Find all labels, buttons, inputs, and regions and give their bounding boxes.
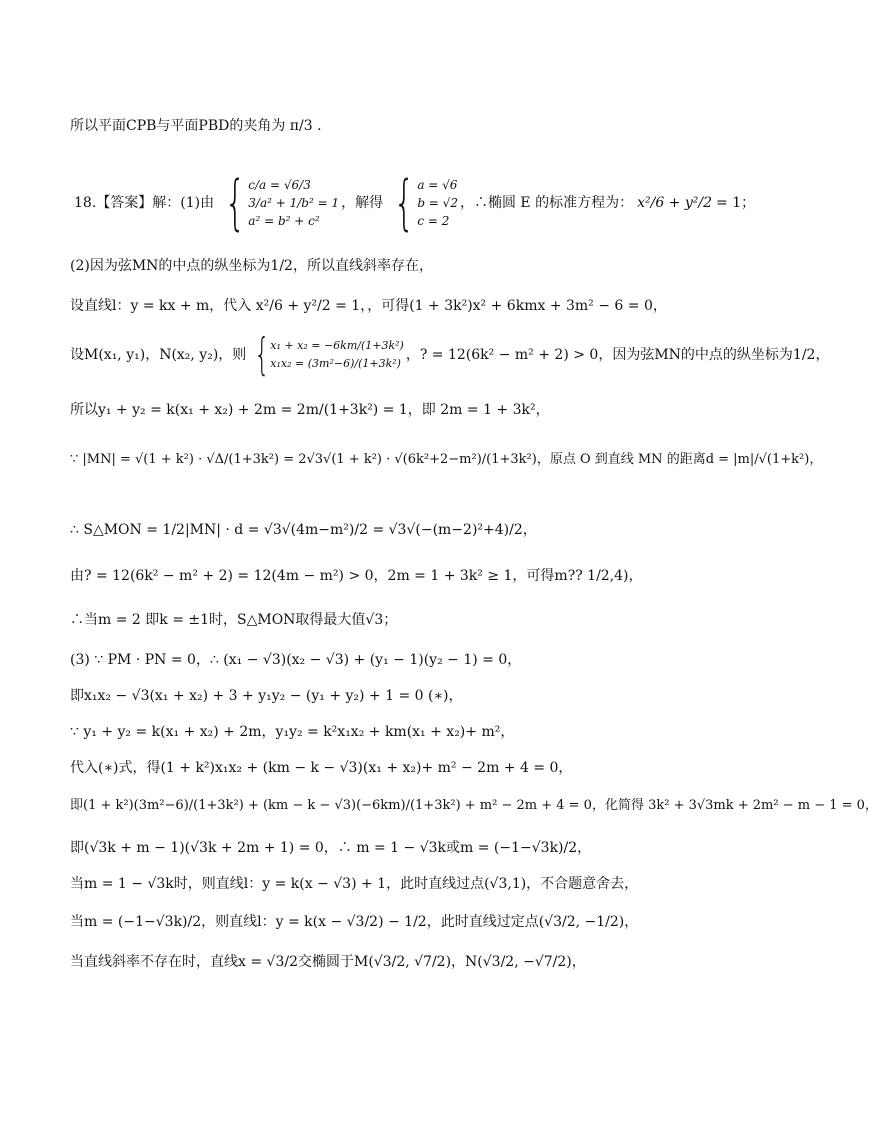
line-text: 代入(∗)式，得(1 + k²)x₁x₂ + (km − k − √3)(x₁ + x₂)+ m² − 2m + 4 = 0，	[70, 760, 573, 776]
text-line-14	[70, 758, 572, 778]
system-row: a² = b² + c²	[248, 214, 320, 228]
line-text: ，? = 12(6k² − m² + 2) > 0，因为弦MN的中点的纵坐标为	[405, 347, 793, 363]
line-text: ∴当m = 2 即k = ±1时，S△MON取得最大值√3；	[70, 612, 398, 628]
line-text: = 1；	[716, 195, 756, 211]
text-line-4	[70, 296, 667, 316]
text-line-10	[70, 610, 397, 630]
equation-system-3	[248, 329, 404, 380]
text-line-8	[70, 520, 537, 540]
line-text: ∵ |MN| = √(1 + k²) · √Δ/(1+3k²) = 2√3√(1 + k²) · √(6k²+2−m²)/(1+3k²)，原点 O 到直线 MN 的距离d = |m|/√(1+k²)，	[70, 452, 823, 467]
text-line-18	[70, 912, 638, 932]
equation-system-2	[385, 168, 458, 238]
line-text: 当m = (−1−√3k)/2，则直线l：y = k(x − √3/2) − 1/2，此时直线过定点(√3/2, −1/2)，	[70, 914, 639, 930]
text-line-2	[74, 168, 755, 238]
line-text: 18.【答案】解：(1)由	[74, 195, 215, 211]
line-text: 所以y₁ + y₂ = k(x₁ + x₂) + 2m = 2m/(1+3k²) = 1，即 2m = 1 + 3k²，	[70, 402, 550, 418]
equation-system-1	[216, 168, 340, 238]
system-row: x₁x₂ = (3m²−6)/(1+3k²)	[270, 357, 401, 370]
line-text: 设直线l：y = kx + m，代入 x²/6 + y²/2 = 1，，可得(1 + 3k²)x² + 6kmx + 3m² − 6 = 0，	[70, 298, 667, 314]
system-row: b = √2	[417, 196, 458, 210]
line-text: 当m = 1 − √3k时，则直线l：y = k(x − √3) + 1，此时直线过点(√3,1)，不合题意舍去，	[70, 876, 639, 892]
line-text: (3) ∵ PM · PN = 0，∴ (x₁ − √3)(x₂ − √3) + (y₁ − 1)(y₂ − 1) = 0，	[70, 652, 522, 668]
line-text: 即(1 + k²)(3m²−6)/(1+3k²) + (km − k − √3)(−6km)/(1+3k²) + m² − 2m + 4 = 0，化简得 3k² + 3√3mk + 2m² − m − 1 = 0，	[70, 798, 878, 813]
text-line-19	[70, 952, 586, 972]
line-text: 1/2，	[792, 347, 830, 363]
system-row: x₁ + x₂ = −6km/(1+3k²)	[270, 339, 404, 352]
line-text: 即(√3k + m − 1)(√3k + 2m + 1) = 0，∴ m = 1 − √3k或m = (−1−√3k)/2，	[70, 840, 592, 856]
line-text: (2)因为弦MN的中点的纵坐标为1/2，所以直线斜率存在，	[70, 258, 433, 274]
line-text: ∵ y₁ + y₂ = k(x₁ + x₂) + 2m，y₁y₂ = k²x₁x₂ + km(x₁ + x₂)+ m²，	[70, 724, 515, 740]
system-row: c = 2	[417, 214, 450, 228]
text-line-6	[70, 400, 550, 420]
text-line-11	[70, 650, 521, 670]
brace-icon: {	[393, 168, 415, 238]
system-row: a = √6	[417, 178, 458, 192]
system-row: c/a = √6/3	[248, 178, 311, 192]
line-text: 由? = 12(6k² − m² + 2) = 12(4m − m²) > 0，2m = 1 + 3k² ≥ 1，可得m?? 1/2,4)，	[70, 568, 643, 584]
text-line-1	[70, 116, 322, 136]
text-line-13	[70, 722, 514, 742]
brace-icon: {	[254, 329, 270, 380]
line-text: 当直线斜率不存在时，直线x = √3/2交椭圆于M(√3/2, √7/2)，N(√3/2, −√7/2)，	[70, 954, 586, 970]
text-line-7	[70, 450, 822, 470]
text-line-15	[70, 796, 878, 816]
text-line-5	[70, 330, 829, 380]
text-line-3	[70, 256, 433, 276]
line-text: ，∴椭圆 E 的标准方程为：	[459, 195, 634, 211]
text-line-16	[70, 838, 591, 858]
system-row: 3/a² + 1/b² = 1	[248, 196, 340, 210]
line-text: ，解得	[341, 195, 384, 211]
line-text: 所以平面CPB与平面PBD的夹角为 π/3 .	[70, 118, 322, 134]
line-text: ∴ S△MON = 1/2|MN| · d = √3√(4m−m²)/2 = √3√(−(m−2)²+4)/2，	[70, 522, 537, 538]
text-line-9	[70, 566, 643, 586]
ellipse-equation: x²/6 + y²/2	[637, 195, 713, 211]
brace-icon: {	[224, 168, 246, 238]
line-text: 设M(x₁, y₁)，N(x₂, y₂)，则	[70, 347, 247, 363]
text-line-12	[70, 686, 462, 706]
text-line-17	[70, 874, 638, 894]
line-text: 即x₁x₂ − √3(x₁ + x₂) + 3 + y₁y₂ − (y₁ + y₂) + 1 = 0 (∗)，	[70, 688, 463, 704]
